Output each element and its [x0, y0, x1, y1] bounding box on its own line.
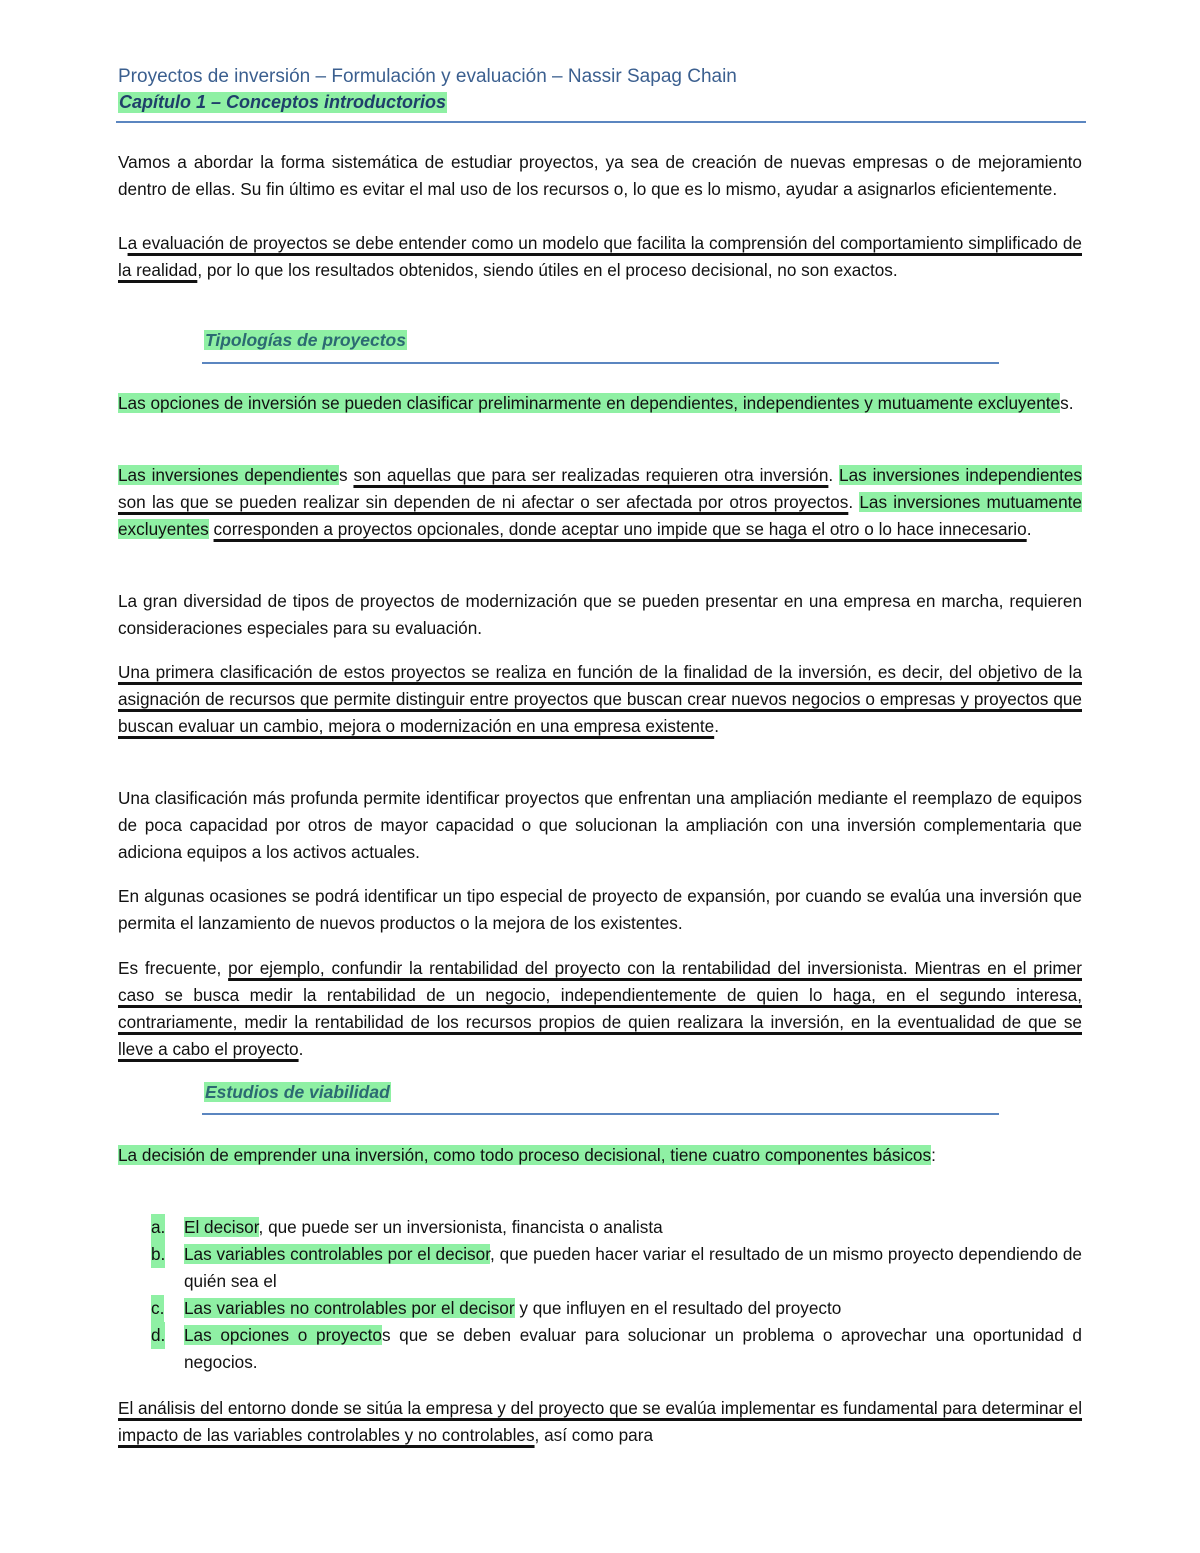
intro-paragraph-1: Vamos a abordar la forma sistemática de estudiar proyectos, ya sea de creación de nuevas empresas o de mejoramiento dentro de ellas. Su fin último es evitar el mal uso de los recursos o, lo que es lo mismo, ayudar a asignarlos eficientemente.	[118, 152, 1082, 199]
intro-paragraph-2: La evaluación de proyectos se debe entender como un modelo que facilita la comprensión del comportamiento simplificado de la realidad, por lo que los resultados obtenidos, siendo útiles en el proceso decisional, no son exactos.	[118, 233, 1082, 280]
section2-paragraph-2: El análisis del entorno donde se sitúa la empresa y del proyecto que se evalúa implementar es fundamental para determinar el impacto de las variables controlables y no controlables, así como para	[118, 1398, 1083, 1445]
section1-paragraph-1: Las opciones de inversión se pueden clasificar preliminarmente en dependientes, independientes y mutuamente excluyentes.	[118, 393, 1074, 413]
highlighted-text: Las opciones de inversión se pueden clasificar preliminarmente en dependientes, independientes y mutuamente excluyente	[118, 393, 1061, 413]
list-item: d. Las opciones o proyectos que se deben evaluar para solucionar un problema o aprovechar una oportunidad d negocios.	[118, 1322, 1082, 1376]
section1-paragraph-6: En algunas ocasiones se podrá identificar un tipo especial de proyecto de expansión, por cuando se evalúa una inversión que permita el lanzamiento de nuevos productos o la mejora de los existentes.	[118, 886, 1082, 933]
section-rule	[202, 362, 999, 364]
section1-paragraph-2: Las inversiones dependientes son aquellas que para ser realizadas requieren otra inversión. Las inversiones independientes son las que se pueden realizar sin dependen de ni afectar o ser afectada por otros proyectos. Las inversiones mutuamente excluyentes corresponden a proyectos opcionales, donde aceptar uno impide que se haga el otro o lo hace innecesario.	[118, 465, 1082, 539]
section2-paragraph-1: La decisión de emprender una inversión, como todo proceso decisional, tiene cuatro componentes básicos:	[118, 1145, 936, 1165]
section1-paragraph-5: Una clasificación más profunda permite identificar proyectos que enfrentan una ampliación mediante el reemplazo de equipos de poca capacidad por otros de mayor capacidad o que solucionan la ampliación con una inversión complementaria que adiciona equipos a los activos actuales.	[118, 788, 1082, 862]
section1-paragraph-3: La gran diversidad de tipos de proyectos de modernización que se pueden presentar en una empresa en marcha, requieren consideraciones especiales para su evaluación.	[118, 591, 1082, 638]
underlined-text: a evaluación de proyectos se debe entender como un modelo que facilita la comprensión del comportamiento simplificado de la realidad	[118, 233, 1082, 280]
chapter-heading: Capítulo 1 – Conceptos introductorios	[119, 92, 447, 112]
components-list	[118, 1214, 1082, 1376]
section-rule	[202, 1113, 999, 1115]
section-title-tipologias: Tipologías de proyectos	[205, 330, 406, 350]
document-header-title: Proyectos de inversión – Formulación y evaluación – Nassir Sapag Chain	[118, 66, 737, 87]
section-title-estudios: Estudios de viabilidad	[205, 1082, 390, 1102]
section1-paragraph-4: Una primera clasificación de estos proyectos se realiza en función de la finalidad de la inversión, es decir, del objetivo de la asignación de recursos que permite distinguir entre proyectos que buscan crear nuevos negocios o empresas y proyectos que buscan evaluar un cambio, mejora o modernización en una empresa existente.	[118, 662, 1082, 736]
list-item: b. Las variables controlables por el decisor, que pueden hacer variar el resultado de un mismo proyecto dependiendo de quién sea el	[118, 1241, 1082, 1295]
list-item: c. Las variables no controlables por el decisor y que influyen en el resultado del proyecto	[118, 1295, 1082, 1322]
list-item: a. El decisor, que puede ser un inversionista, financista o analista	[118, 1214, 1082, 1241]
section1-paragraph-7: Es frecuente, por ejemplo, confundir la rentabilidad del proyecto con la rentabilidad del inversionista. Mientras en el primer caso se busca medir la rentabilidad de un negocio, independientemente de quien lo haga, en el segundo interesa, contrariamente, medir la rentabilidad de los recursos propios de quien realizara la inversión, en la eventualidad de que se lleve a cabo el proyecto.	[118, 958, 1082, 1059]
header-rule	[116, 121, 1086, 123]
